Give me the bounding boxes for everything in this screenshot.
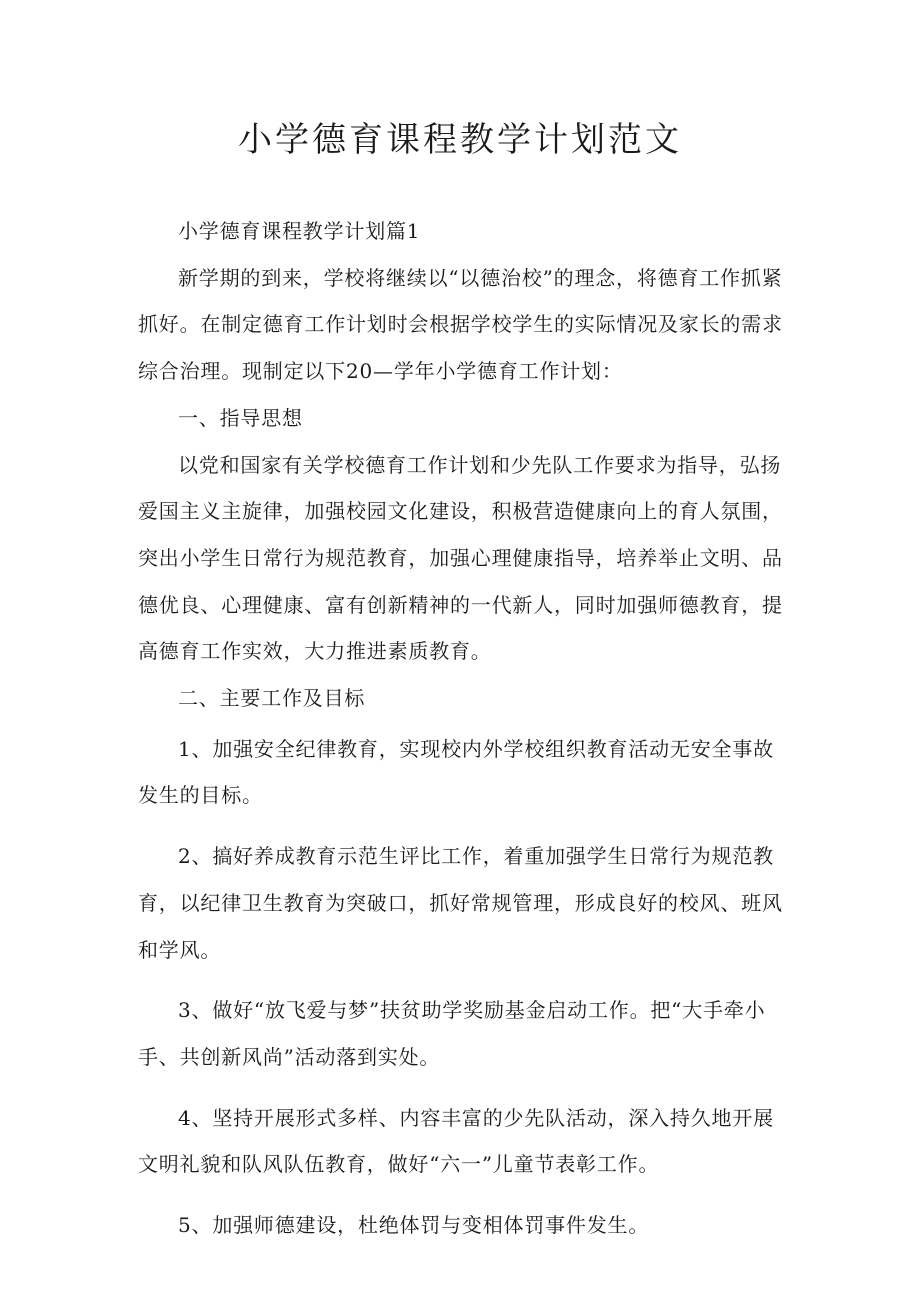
goal-item-4: 4、坚持开展形式多样、内容丰富的少先队活动，深入持久地开展文明礼貌和队风队伍教育，做好“六一”儿童节表彰工作。 [138, 1105, 774, 1177]
intro-paragraph: 新学期的到来，学校将继续以“以德治校”的理念，将德育工作抓紧抓好。在制定德育工作计划时会根据学校学生的实际情况及家长的需求综合治理。现制定以下20—学年小学德育工作计划： [138, 265, 783, 384]
document-body [138, 208, 788, 1249]
goal-item-1: 1、加强安全纪律教育，实现校内外学校组织教育活动无安全事故发生的目标。 [138, 736, 774, 808]
guiding-thought-paragraph: 以党和国家有关学校德育工作计划和少先队工作要求为指导，弘扬爱国主义主旋律，加强校园文化建设，积极营造健康向上的育人氛围，突出小学生日常行为规范教育，加强心理健康指导，培养举止文明、品德优良、心理健康、富有创新精神的一代新人，同时加强师德教育，提高德育工作实效，大力推进素质教育。 [138, 452, 783, 664]
section-heading-guiding-thought: 一、指导思想 [178, 405, 303, 430]
goal-item-5: 5、加强师德建设，杜绝体罚与变相体罚事件发生。 [178, 1213, 650, 1238]
goal-item-2: 2、搞好养成教育示范生评比工作，着重加强学生日常行为规范教育，以纪律卫生教育为突破口，抓好常规管理，形成良好的校风、班风和学风。 [138, 844, 783, 962]
document-title: 小学德育课程教学计划范文 [238, 120, 682, 160]
goal-item-3: 3、做好“放飞爱与梦”扶贫助学奖励基金启动工作。把“大手牵小手、共创新风尚”活动落到实处。 [138, 998, 766, 1069]
section-heading-main-work: 二、主要工作及目标 [178, 686, 366, 711]
section-heading-plan-1: 小学德育课程教学计划篇1 [178, 219, 421, 243]
